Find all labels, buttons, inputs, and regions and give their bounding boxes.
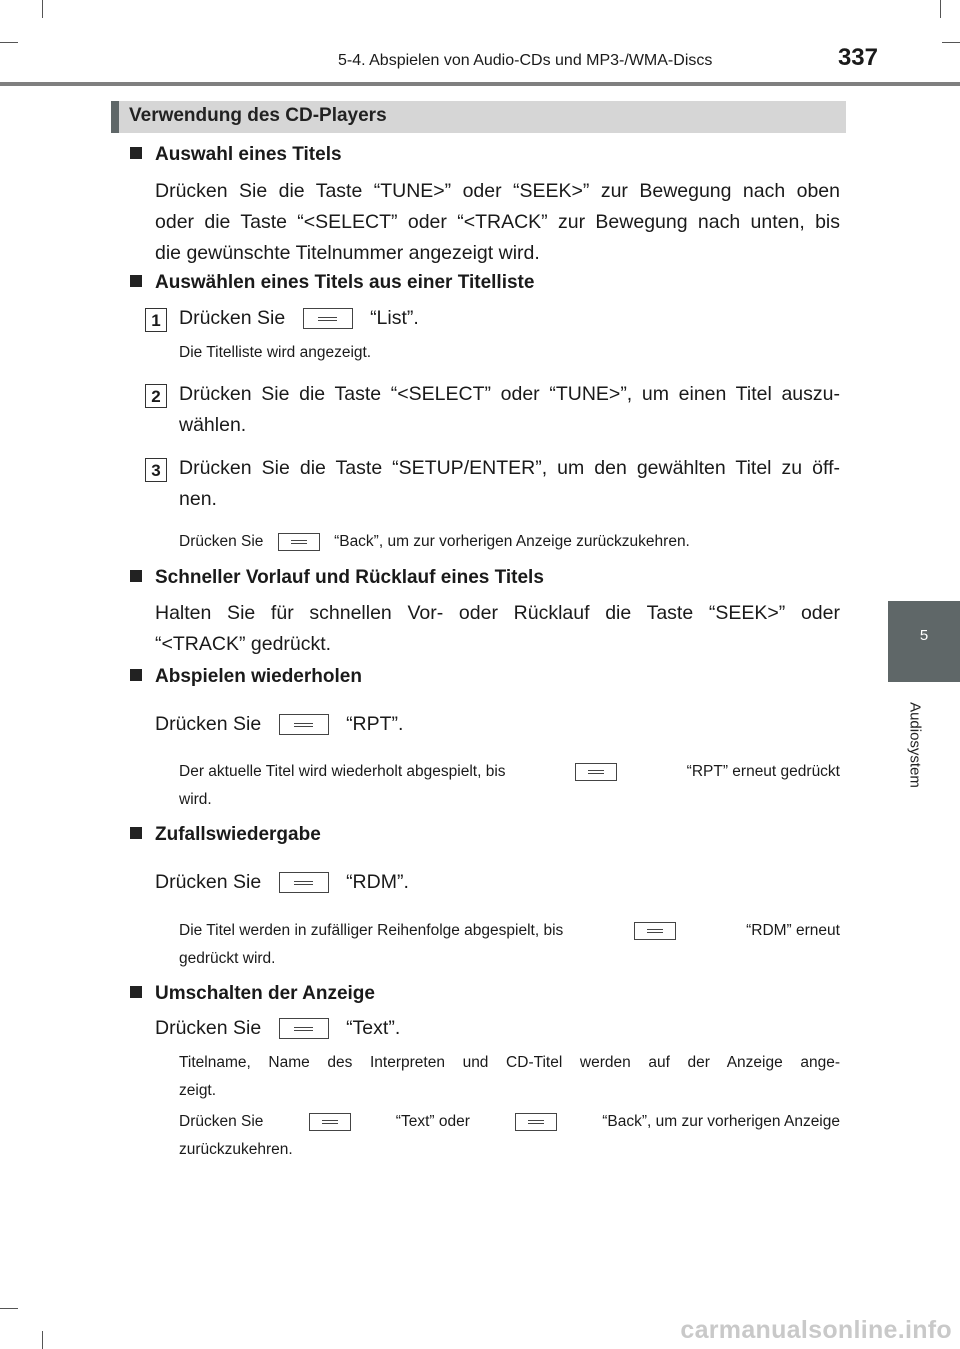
step3-line2: nen. — [179, 488, 217, 510]
crop-mark — [0, 1308, 18, 1309]
crop-mark — [42, 1331, 43, 1349]
note-line2: zeigt. — [179, 1082, 217, 1099]
back-button-icon — [278, 533, 320, 551]
square-bullet-icon — [130, 275, 142, 287]
note-line2: gedrückt wird. — [179, 950, 276, 967]
anzeige-note1 — [179, 1049, 840, 1105]
note-line1: Titelname, Name des Interpreten und CD-Titel werden auf der Anzeige ange- — [179, 1054, 840, 1071]
press-post: “RDM”. — [346, 871, 409, 893]
square-bullet-icon — [130, 986, 142, 998]
rdm-button-icon — [634, 922, 676, 940]
section-title: Verwendung des CD-Players — [129, 105, 387, 126]
note-line1 — [179, 758, 840, 786]
note-line2: zurückzukehren. — [179, 1141, 293, 1158]
note-post: “Back”, um zur vorherigen Anzeige — [602, 1113, 840, 1130]
note-mid: “Text” oder — [395, 1113, 470, 1130]
text-button-icon — [279, 1018, 329, 1039]
note-pre: Der aktuelle Titel wird wiederholt abgespielt, bis — [179, 763, 506, 780]
rpt-button-icon — [279, 714, 329, 735]
step3-note — [179, 528, 690, 556]
heading-text: Schneller Vorlauf und Rücklauf eines Titels — [155, 567, 544, 588]
step3-text — [179, 453, 840, 515]
heading-text: Umschalten der Anzeige — [155, 983, 375, 1004]
zufall-text — [155, 867, 409, 898]
heading-titelliste — [130, 272, 534, 294]
note-post: “Back”, um zur vorherigen Anzeige zurückzukehren. — [334, 533, 690, 550]
body-line: die gewünschte Titelnummer angezeigt wird. — [155, 242, 540, 264]
body-line: Drücken Sie die Taste “TUNE>” oder “SEEK>” zur Bewegung nach oben — [155, 180, 840, 202]
chapter-tab: 5 — [888, 601, 960, 682]
press-post: “RPT”. — [346, 713, 404, 735]
auswahl-body — [155, 176, 840, 269]
heading-vorlauf — [130, 567, 544, 589]
press-post: “Text”. — [346, 1017, 401, 1039]
heading-text: Auswählen eines Titels aus einer Titelliste — [155, 272, 535, 293]
square-bullet-icon — [130, 669, 142, 681]
press-pre: Drücken Sie — [155, 1017, 262, 1039]
heading-text: Abspielen wiederholen — [155, 666, 362, 687]
press-pre: Drücken Sie — [155, 713, 262, 735]
square-bullet-icon — [130, 570, 142, 582]
step2-line1: Drücken Sie die Taste “<SELECT” oder “TUNE>”, um einen Titel auszu- — [179, 383, 840, 405]
wiederholen-text — [155, 709, 403, 740]
step-number-3: 3 — [145, 458, 167, 482]
header-rule — [0, 82, 960, 86]
note-pre: Drücken Sie — [179, 1113, 264, 1130]
note-pre: Drücken Sie — [179, 533, 264, 550]
list-button-icon — [303, 308, 353, 329]
crop-mark — [940, 0, 941, 18]
chapter-label-text: Audiosystem — [906, 702, 924, 788]
crop-mark — [942, 42, 960, 43]
note-line1 — [179, 1108, 840, 1136]
press-pre: Drücken Sie — [155, 871, 262, 893]
heading-text: Auswahl eines Titels — [155, 144, 342, 165]
step3-line1: Drücken Sie die Taste “SETUP/ENTER”, um den gewählten Titel zu öff- — [179, 457, 840, 479]
watermark: carmanualsonline.info — [680, 1316, 952, 1344]
square-bullet-icon — [130, 147, 142, 159]
body-line: oder die Taste “<SELECT” oder “<TRACK” zur Bewegung nach unten, bis — [155, 211, 840, 233]
step2-line2: wählen. — [179, 414, 247, 436]
note-line2: wird. — [179, 791, 212, 808]
anzeige-text — [155, 1013, 400, 1044]
page-number: 337 — [837, 44, 878, 71]
note-post: “RPT” erneut gedrückt — [686, 763, 840, 780]
body-line: Halten Sie für schnellen Vor- oder Rücklauf die Taste “SEEK>” oder — [155, 602, 840, 624]
rpt-button-icon — [575, 763, 617, 781]
step-number-1: 1 — [145, 308, 167, 332]
anzeige-note2 — [179, 1108, 840, 1164]
heading-wiederholen — [130, 666, 362, 688]
step1-pre: Drücken Sie — [179, 307, 286, 329]
vorlauf-body — [155, 598, 840, 660]
back-button-icon — [515, 1113, 557, 1131]
crop-mark — [0, 42, 18, 43]
body-line: “<TRACK” gedrückt. — [155, 633, 332, 655]
note-post: “RDM” erneut — [746, 922, 840, 939]
heading-anzeige — [130, 983, 375, 1005]
note-pre: Die Titel werden in zufälliger Reihenfolge abgespielt, bis — [179, 922, 564, 939]
section-title-bar — [111, 101, 846, 133]
chapter-label — [907, 690, 923, 800]
step1-note: Die Titelliste wird angezeigt. — [179, 344, 372, 361]
note-line1 — [179, 917, 840, 945]
step1-text — [179, 303, 419, 334]
step-number-2: 2 — [145, 384, 167, 408]
heading-auswahl — [130, 144, 342, 166]
step2-text — [179, 379, 840, 441]
square-bullet-icon — [130, 827, 142, 839]
zufall-note — [179, 917, 840, 973]
step1-post: “List”. — [370, 307, 419, 329]
section-title-accent — [111, 101, 119, 133]
rdm-button-icon — [279, 872, 329, 893]
heading-zufall — [130, 824, 321, 846]
chapter-title: 5-4. Abspielen von Audio-CDs und MP3-/WMA-Discs — [338, 52, 713, 69]
heading-text: Zufallswiedergabe — [155, 824, 321, 845]
text-button-icon — [309, 1113, 351, 1131]
crop-mark — [42, 0, 43, 18]
wiederholen-note — [179, 758, 840, 814]
